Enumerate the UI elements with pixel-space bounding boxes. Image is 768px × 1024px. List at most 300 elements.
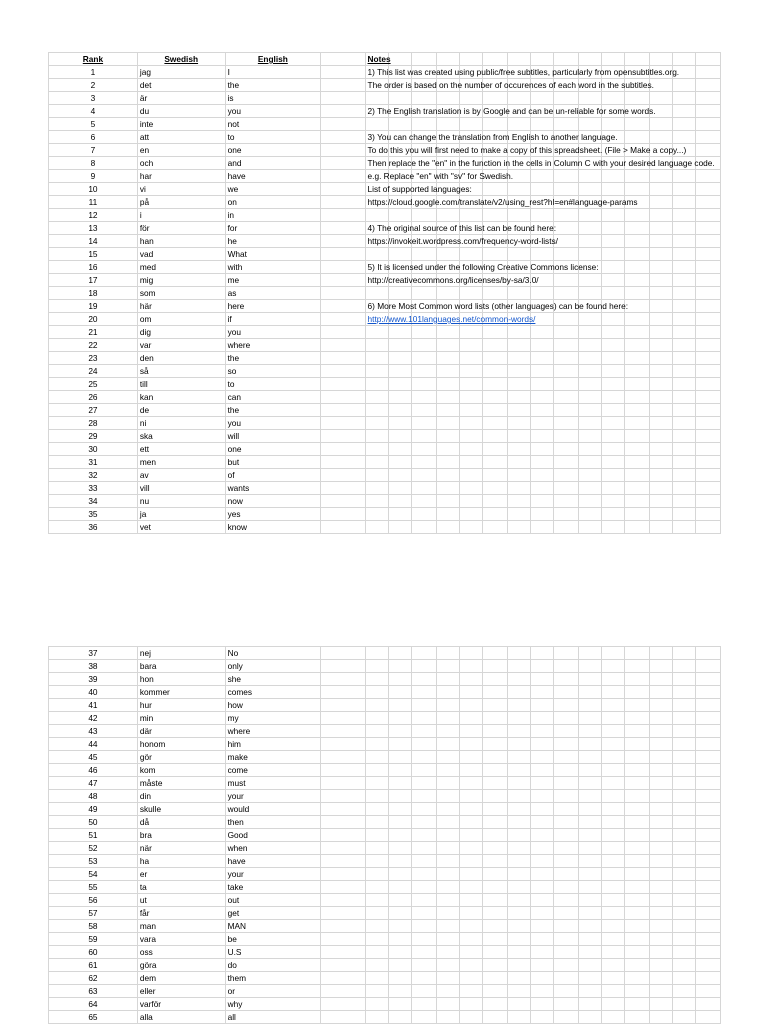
- rank-cell[interactable]: 45: [49, 751, 138, 764]
- grid-cell[interactable]: [483, 495, 507, 508]
- grid-cell[interactable]: [649, 365, 672, 378]
- grid-cell[interactable]: [649, 998, 672, 1011]
- rank-cell[interactable]: 24: [49, 365, 138, 378]
- rank-cell[interactable]: 16: [49, 261, 138, 274]
- grid-cell[interactable]: [507, 647, 530, 660]
- grid-cell[interactable]: [412, 508, 436, 521]
- grid-cell[interactable]: [436, 339, 459, 352]
- rank-cell[interactable]: 2: [49, 79, 138, 92]
- grid-cell[interactable]: [578, 725, 601, 738]
- grid-cell[interactable]: [696, 725, 721, 738]
- grid-cell[interactable]: [601, 261, 624, 274]
- grid-cell[interactable]: [365, 907, 388, 920]
- grid-cell[interactable]: [507, 508, 530, 521]
- grid-cell[interactable]: [483, 508, 507, 521]
- grid-cell[interactable]: [578, 764, 601, 777]
- grid-cell[interactable]: [554, 790, 578, 803]
- rank-cell[interactable]: 1: [49, 66, 138, 79]
- grid-cell[interactable]: [412, 660, 436, 673]
- rank-cell[interactable]: 61: [49, 959, 138, 972]
- grid-cell[interactable]: [696, 53, 721, 66]
- grid-cell[interactable]: [507, 391, 530, 404]
- rank-cell[interactable]: 60: [49, 946, 138, 959]
- grid-cell[interactable]: [696, 118, 721, 131]
- grid-cell[interactable]: [388, 92, 411, 105]
- grid-cell[interactable]: [321, 647, 365, 660]
- english-word-cell[interactable]: but: [225, 456, 321, 469]
- grid-cell[interactable]: [625, 907, 649, 920]
- grid-cell[interactable]: [673, 816, 696, 829]
- grid-cell[interactable]: [601, 53, 624, 66]
- grid-cell[interactable]: [321, 222, 365, 235]
- grid-cell[interactable]: [601, 803, 624, 816]
- grid-cell[interactable]: [673, 495, 696, 508]
- grid-cell[interactable]: [483, 920, 507, 933]
- rank-cell[interactable]: 19: [49, 300, 138, 313]
- grid-cell[interactable]: [412, 365, 436, 378]
- grid-cell[interactable]: [625, 287, 649, 300]
- grid-cell[interactable]: [649, 985, 672, 998]
- grid-cell[interactable]: [673, 339, 696, 352]
- rank-cell[interactable]: 20: [49, 313, 138, 326]
- grid-cell[interactable]: [673, 365, 696, 378]
- grid-cell[interactable]: [554, 339, 578, 352]
- note-cell[interactable]: [365, 469, 388, 482]
- grid-cell[interactable]: [365, 647, 388, 660]
- grid-cell[interactable]: [507, 326, 530, 339]
- grid-cell[interactable]: [696, 378, 721, 391]
- grid-cell[interactable]: [530, 443, 553, 456]
- grid-cell[interactable]: [436, 430, 459, 443]
- rank-cell[interactable]: 63: [49, 985, 138, 998]
- grid-cell[interactable]: [649, 764, 672, 777]
- grid-cell[interactable]: [412, 920, 436, 933]
- grid-cell[interactable]: [321, 157, 365, 170]
- rank-cell[interactable]: 39: [49, 673, 138, 686]
- grid-cell[interactable]: [601, 235, 624, 248]
- grid-cell[interactable]: [459, 430, 482, 443]
- grid-cell[interactable]: [649, 456, 672, 469]
- grid-cell[interactable]: [507, 712, 530, 725]
- grid-cell[interactable]: [459, 959, 482, 972]
- grid-cell[interactable]: [365, 894, 388, 907]
- grid-cell[interactable]: [554, 248, 578, 261]
- grid-cell[interactable]: [578, 391, 601, 404]
- grid-cell[interactable]: [388, 443, 411, 456]
- grid-cell[interactable]: [696, 274, 721, 287]
- grid-cell[interactable]: [601, 660, 624, 673]
- grid-cell[interactable]: [388, 777, 411, 790]
- grid-cell[interactable]: [459, 738, 482, 751]
- grid-cell[interactable]: [459, 985, 482, 998]
- grid-cell[interactable]: [507, 92, 530, 105]
- swedish-word-cell[interactable]: får: [137, 907, 225, 920]
- grid-cell[interactable]: [696, 196, 721, 209]
- grid-cell[interactable]: [321, 92, 365, 105]
- grid-cell[interactable]: [365, 959, 388, 972]
- grid-cell[interactable]: [483, 378, 507, 391]
- swedish-word-cell[interactable]: för: [137, 222, 225, 235]
- grid-cell[interactable]: [601, 118, 624, 131]
- grid-cell[interactable]: [412, 118, 436, 131]
- grid-cell[interactable]: [321, 378, 365, 391]
- grid-cell[interactable]: [649, 660, 672, 673]
- grid-cell[interactable]: [673, 881, 696, 894]
- rank-cell[interactable]: 30: [49, 443, 138, 456]
- grid-cell[interactable]: [483, 985, 507, 998]
- grid-cell[interactable]: [459, 339, 482, 352]
- grid-cell[interactable]: [601, 985, 624, 998]
- grid-cell[interactable]: [578, 456, 601, 469]
- grid-cell[interactable]: [436, 391, 459, 404]
- grid-cell[interactable]: [388, 352, 411, 365]
- grid-cell[interactable]: [507, 118, 530, 131]
- swedish-word-cell[interactable]: skulle: [137, 803, 225, 816]
- grid-cell[interactable]: [388, 881, 411, 894]
- grid-cell[interactable]: [412, 868, 436, 881]
- grid-cell[interactable]: [696, 261, 721, 274]
- english-word-cell[interactable]: of: [225, 469, 321, 482]
- swedish-word-cell[interactable]: nej: [137, 647, 225, 660]
- grid-cell[interactable]: [483, 118, 507, 131]
- grid-cell[interactable]: [388, 673, 411, 686]
- grid-cell[interactable]: [625, 881, 649, 894]
- grid-cell[interactable]: [673, 417, 696, 430]
- grid-cell[interactable]: [554, 495, 578, 508]
- grid-cell[interactable]: [578, 417, 601, 430]
- grid-cell[interactable]: [412, 326, 436, 339]
- grid-cell[interactable]: [388, 751, 411, 764]
- grid-cell[interactable]: [321, 920, 365, 933]
- grid-cell[interactable]: [554, 712, 578, 725]
- grid-cell[interactable]: [673, 660, 696, 673]
- english-word-cell[interactable]: him: [225, 738, 321, 751]
- swedish-word-cell[interactable]: på: [137, 196, 225, 209]
- grid-cell[interactable]: [530, 209, 553, 222]
- grid-cell[interactable]: [625, 868, 649, 881]
- grid-cell[interactable]: [507, 777, 530, 790]
- english-word-cell[interactable]: What: [225, 248, 321, 261]
- grid-cell[interactable]: [388, 842, 411, 855]
- grid-cell[interactable]: [696, 131, 721, 144]
- note-cell[interactable]: [365, 417, 388, 430]
- grid-cell[interactable]: [321, 235, 365, 248]
- grid-cell[interactable]: [388, 521, 411, 534]
- grid-cell[interactable]: [696, 985, 721, 998]
- rank-cell[interactable]: 52: [49, 842, 138, 855]
- grid-cell[interactable]: [696, 686, 721, 699]
- grid-cell[interactable]: [649, 946, 672, 959]
- swedish-word-cell[interactable]: i: [137, 209, 225, 222]
- grid-cell[interactable]: [696, 920, 721, 933]
- grid-cell[interactable]: [578, 469, 601, 482]
- english-word-cell[interactable]: in: [225, 209, 321, 222]
- grid-cell[interactable]: [649, 170, 672, 183]
- grid-cell[interactable]: [696, 482, 721, 495]
- grid-cell[interactable]: [625, 764, 649, 777]
- swedish-word-cell[interactable]: min: [137, 712, 225, 725]
- grid-cell[interactable]: [649, 920, 672, 933]
- grid-cell[interactable]: [696, 868, 721, 881]
- grid-cell[interactable]: [412, 1011, 436, 1024]
- grid-cell[interactable]: [507, 946, 530, 959]
- grid-cell[interactable]: [507, 972, 530, 985]
- grid-cell[interactable]: [507, 183, 530, 196]
- grid-cell[interactable]: [578, 235, 601, 248]
- grid-cell[interactable]: [412, 894, 436, 907]
- grid-cell[interactable]: [436, 894, 459, 907]
- grid-cell[interactable]: [321, 790, 365, 803]
- grid-cell[interactable]: [601, 751, 624, 764]
- swedish-word-cell[interactable]: bara: [137, 660, 225, 673]
- grid-cell[interactable]: [483, 521, 507, 534]
- grid-cell[interactable]: [321, 933, 365, 946]
- grid-cell[interactable]: [365, 686, 388, 699]
- grid-cell[interactable]: [625, 131, 649, 144]
- swedish-word-cell[interactable]: de: [137, 404, 225, 417]
- grid-cell[interactable]: [459, 881, 482, 894]
- swedish-word-cell[interactable]: eller: [137, 985, 225, 998]
- grid-cell[interactable]: [554, 985, 578, 998]
- grid-cell[interactable]: [554, 777, 578, 790]
- english-word-cell[interactable]: have: [225, 170, 321, 183]
- grid-cell[interactable]: [507, 907, 530, 920]
- grid-cell[interactable]: [388, 417, 411, 430]
- swedish-word-cell[interactable]: ta: [137, 881, 225, 894]
- grid-cell[interactable]: [554, 842, 578, 855]
- grid-cell[interactable]: [625, 998, 649, 1011]
- rank-cell[interactable]: 21: [49, 326, 138, 339]
- grid-cell[interactable]: [459, 946, 482, 959]
- grid-cell[interactable]: [365, 764, 388, 777]
- note-cell[interactable]: [365, 313, 536, 326]
- grid-cell[interactable]: [649, 907, 672, 920]
- rank-cell[interactable]: 23: [49, 352, 138, 365]
- grid-cell[interactable]: [507, 738, 530, 751]
- grid-cell[interactable]: [321, 482, 365, 495]
- note-cell[interactable]: [365, 430, 388, 443]
- grid-cell[interactable]: [412, 495, 436, 508]
- swedish-word-cell[interactable]: var: [137, 339, 225, 352]
- grid-cell[interactable]: [530, 868, 553, 881]
- grid-cell[interactable]: [483, 998, 507, 1011]
- grid-cell[interactable]: [507, 881, 530, 894]
- rank-cell[interactable]: 28: [49, 417, 138, 430]
- grid-cell[interactable]: [321, 339, 365, 352]
- grid-cell[interactable]: [412, 53, 436, 66]
- grid-cell[interactable]: [625, 222, 649, 235]
- english-word-cell[interactable]: get: [225, 907, 321, 920]
- grid-cell[interactable]: [365, 816, 388, 829]
- grid-cell[interactable]: [436, 404, 459, 417]
- swedish-word-cell[interactable]: ni: [137, 417, 225, 430]
- grid-cell[interactable]: [625, 946, 649, 959]
- note-cell[interactable]: [365, 339, 388, 352]
- note-cell[interactable]: [365, 352, 388, 365]
- english-word-cell[interactable]: is: [225, 92, 321, 105]
- english-word-cell[interactable]: here: [225, 300, 321, 313]
- grid-cell[interactable]: [649, 313, 672, 326]
- grid-cell[interactable]: [321, 53, 365, 66]
- grid-cell[interactable]: [412, 92, 436, 105]
- grid-cell[interactable]: [554, 222, 578, 235]
- grid-cell[interactable]: [601, 248, 624, 261]
- grid-cell[interactable]: [578, 170, 601, 183]
- grid-cell[interactable]: [673, 287, 696, 300]
- grid-cell[interactable]: [365, 790, 388, 803]
- grid-cell[interactable]: [649, 699, 672, 712]
- english-word-cell[interactable]: be: [225, 933, 321, 946]
- grid-cell[interactable]: [673, 326, 696, 339]
- grid-cell[interactable]: [321, 105, 365, 118]
- grid-cell[interactable]: [601, 365, 624, 378]
- rank-cell[interactable]: 40: [49, 686, 138, 699]
- grid-cell[interactable]: [388, 647, 411, 660]
- grid-cell[interactable]: [530, 985, 553, 998]
- grid-cell[interactable]: [507, 829, 530, 842]
- grid-cell[interactable]: [321, 907, 365, 920]
- grid-cell[interactable]: [530, 894, 553, 907]
- grid-cell[interactable]: [625, 673, 649, 686]
- grid-cell[interactable]: [436, 352, 459, 365]
- rank-cell[interactable]: 47: [49, 777, 138, 790]
- grid-cell[interactable]: [412, 842, 436, 855]
- grid-cell[interactable]: [483, 959, 507, 972]
- swedish-header[interactable]: Swedish: [137, 53, 225, 66]
- grid-cell[interactable]: [388, 920, 411, 933]
- grid-cell[interactable]: [673, 469, 696, 482]
- rank-cell[interactable]: 29: [49, 430, 138, 443]
- note-cell[interactable]: [365, 404, 388, 417]
- grid-cell[interactable]: [601, 430, 624, 443]
- grid-cell[interactable]: [530, 972, 553, 985]
- grid-cell[interactable]: [696, 660, 721, 673]
- grid-cell[interactable]: [365, 712, 388, 725]
- grid-cell[interactable]: [601, 855, 624, 868]
- grid-cell[interactable]: [459, 816, 482, 829]
- grid-cell[interactable]: [530, 751, 553, 764]
- grid-cell[interactable]: [483, 790, 507, 803]
- grid-cell[interactable]: [365, 751, 388, 764]
- grid-cell[interactable]: [412, 946, 436, 959]
- grid-cell[interactable]: [554, 430, 578, 443]
- grid-cell[interactable]: [388, 764, 411, 777]
- english-word-cell[interactable]: she: [225, 673, 321, 686]
- grid-cell[interactable]: [483, 660, 507, 673]
- rank-cell[interactable]: 4: [49, 105, 138, 118]
- swedish-word-cell[interactable]: vet: [137, 521, 225, 534]
- grid-cell[interactable]: [483, 907, 507, 920]
- grid-cell[interactable]: [673, 274, 696, 287]
- grid-cell[interactable]: [649, 881, 672, 894]
- grid-cell[interactable]: [321, 725, 365, 738]
- grid-cell[interactable]: [459, 647, 482, 660]
- grid-cell[interactable]: [554, 170, 578, 183]
- grid-cell[interactable]: [412, 521, 436, 534]
- note-cell[interactable]: 5) It is licensed under the following Creative Commons license:: [365, 261, 388, 274]
- grid-cell[interactable]: [530, 495, 553, 508]
- grid-cell[interactable]: [530, 790, 553, 803]
- grid-cell[interactable]: [483, 248, 507, 261]
- grid-cell[interactable]: [554, 972, 578, 985]
- grid-cell[interactable]: [321, 248, 365, 261]
- grid-cell[interactable]: [388, 907, 411, 920]
- note-cell[interactable]: [365, 326, 388, 339]
- grid-cell[interactable]: [673, 933, 696, 946]
- note-cell[interactable]: https://cloud.google.com/translate/v2/using_rest?hl=en#language-params: [365, 196, 388, 209]
- grid-cell[interactable]: [436, 326, 459, 339]
- grid-cell[interactable]: [625, 660, 649, 673]
- grid-cell[interactable]: [321, 985, 365, 998]
- grid-cell[interactable]: [673, 391, 696, 404]
- grid-cell[interactable]: [673, 647, 696, 660]
- grid-cell[interactable]: [696, 209, 721, 222]
- grid-cell[interactable]: [507, 764, 530, 777]
- english-word-cell[interactable]: then: [225, 816, 321, 829]
- swedish-word-cell[interactable]: honom: [137, 738, 225, 751]
- grid-cell[interactable]: [649, 738, 672, 751]
- grid-cell[interactable]: [601, 92, 624, 105]
- grid-cell[interactable]: [625, 209, 649, 222]
- english-word-cell[interactable]: the: [225, 79, 321, 92]
- grid-cell[interactable]: [412, 712, 436, 725]
- grid-cell[interactable]: [554, 725, 578, 738]
- grid-cell[interactable]: [483, 816, 507, 829]
- grid-cell[interactable]: [625, 261, 649, 274]
- grid-cell[interactable]: [673, 985, 696, 998]
- rank-cell[interactable]: 34: [49, 495, 138, 508]
- grid-cell[interactable]: [673, 261, 696, 274]
- grid-cell[interactable]: [365, 660, 388, 673]
- grid-cell[interactable]: [321, 352, 365, 365]
- grid-cell[interactable]: [530, 456, 553, 469]
- note-cell[interactable]: [365, 456, 388, 469]
- grid-cell[interactable]: [625, 378, 649, 391]
- grid-cell[interactable]: [459, 378, 482, 391]
- grid-cell[interactable]: [673, 248, 696, 261]
- rank-cell[interactable]: 53: [49, 855, 138, 868]
- swedish-word-cell[interactable]: där: [137, 725, 225, 738]
- grid-cell[interactable]: [625, 469, 649, 482]
- grid-cell[interactable]: [507, 803, 530, 816]
- grid-cell[interactable]: [507, 521, 530, 534]
- grid-cell[interactable]: [436, 985, 459, 998]
- grid-cell[interactable]: [459, 907, 482, 920]
- grid-cell[interactable]: [673, 482, 696, 495]
- grid-cell[interactable]: [321, 829, 365, 842]
- grid-cell[interactable]: [673, 222, 696, 235]
- rank-cell[interactable]: 37: [49, 647, 138, 660]
- grid-cell[interactable]: [673, 300, 696, 313]
- grid-cell[interactable]: [578, 790, 601, 803]
- grid-cell[interactable]: [530, 738, 553, 751]
- grid-cell[interactable]: [601, 521, 624, 534]
- grid-cell[interactable]: [388, 53, 411, 66]
- grid-cell[interactable]: [459, 326, 482, 339]
- note-cell[interactable]: 6) More Most Common word lists (other languages) can be found here:: [365, 300, 388, 313]
- rank-cell[interactable]: 50: [49, 816, 138, 829]
- grid-cell[interactable]: [459, 699, 482, 712]
- grid-cell[interactable]: [696, 946, 721, 959]
- grid-cell[interactable]: [321, 1011, 365, 1024]
- grid-cell[interactable]: [436, 712, 459, 725]
- grid-cell[interactable]: [321, 842, 365, 855]
- grid-cell[interactable]: [436, 855, 459, 868]
- grid-cell[interactable]: [483, 673, 507, 686]
- grid-cell[interactable]: [578, 855, 601, 868]
- grid-cell[interactable]: [388, 855, 411, 868]
- grid-cell[interactable]: [321, 456, 365, 469]
